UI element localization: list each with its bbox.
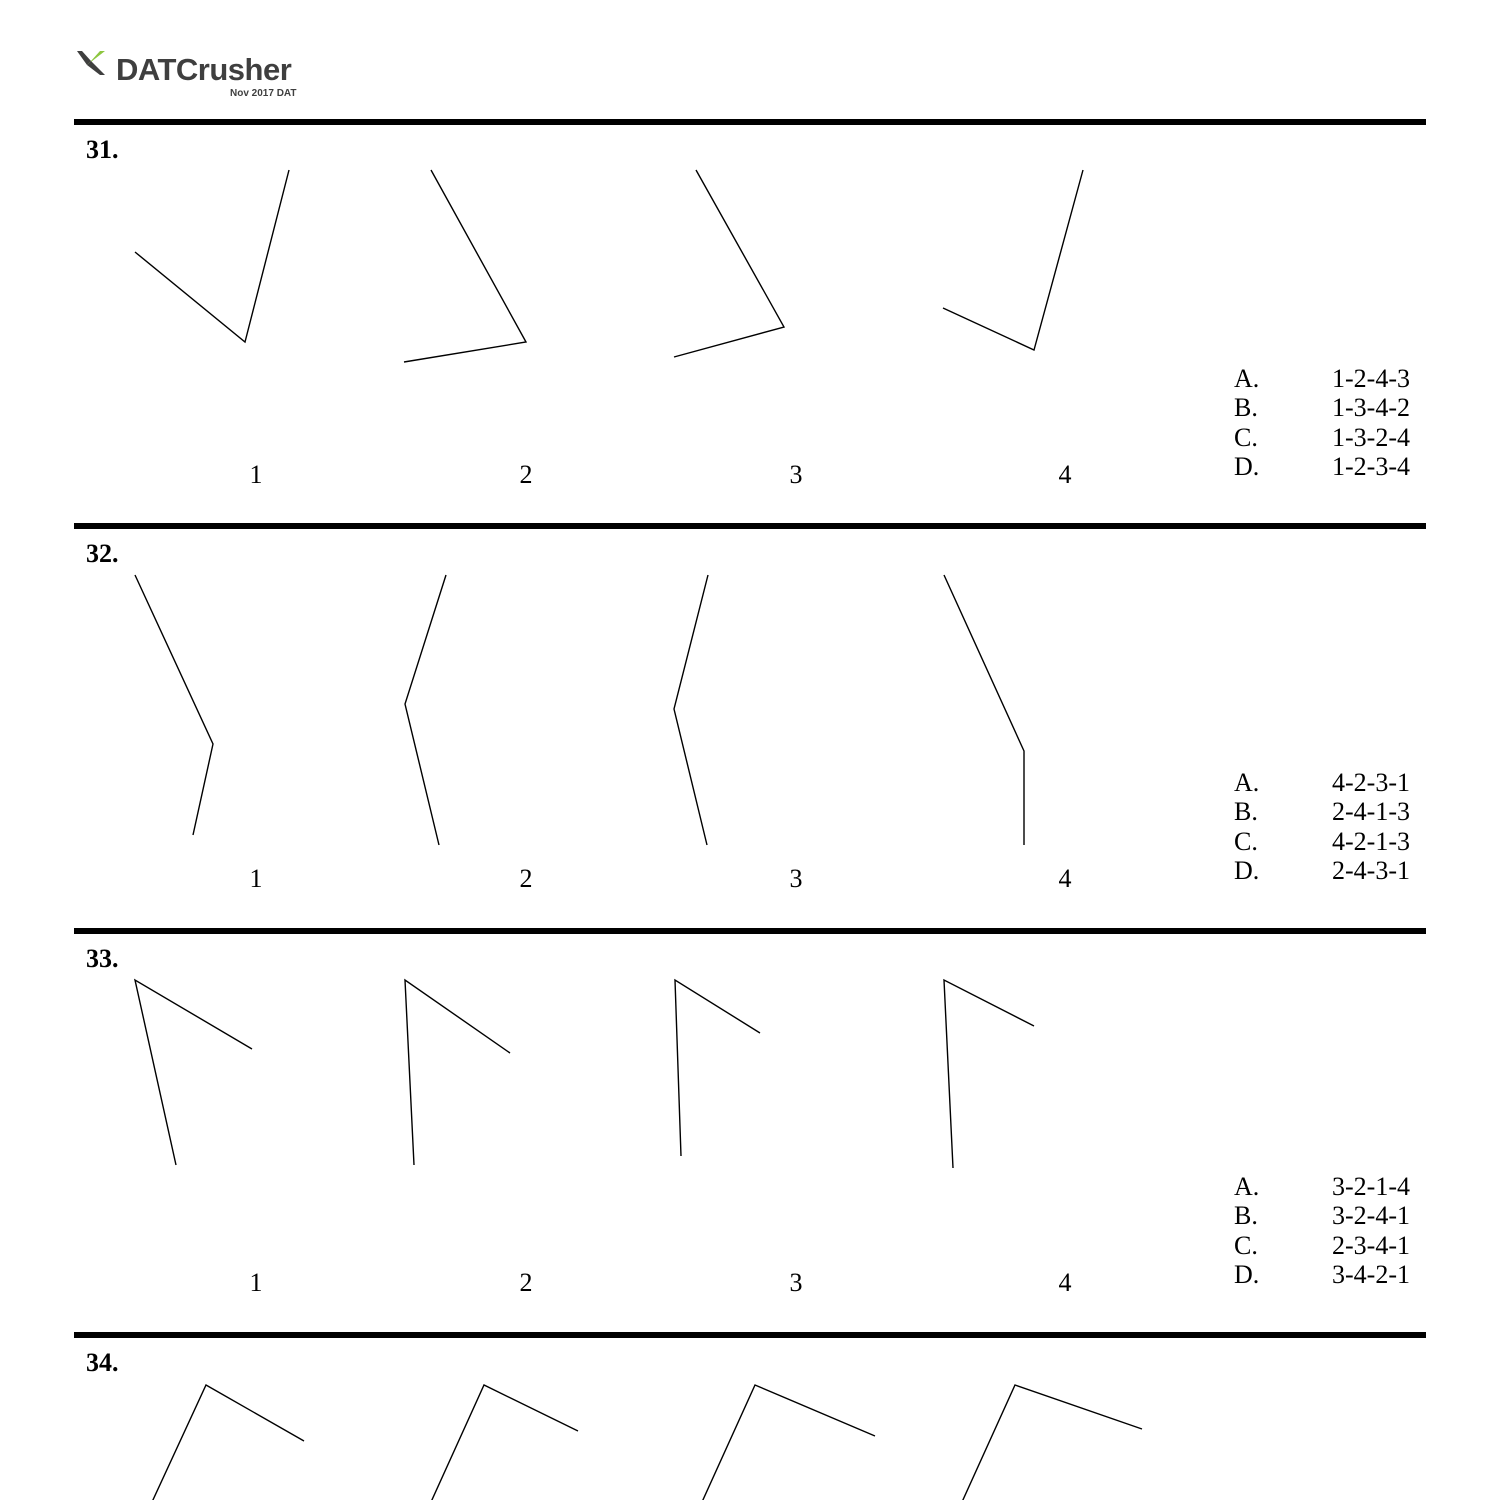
question-number: 31. [86, 135, 119, 164]
angle-figure-2 [405, 575, 446, 845]
angle-figures [74, 125, 1426, 523]
question-number: 33. [86, 944, 119, 973]
brand-name: DATCrusher [116, 52, 292, 87]
angle-figures [74, 1338, 1426, 1500]
figure-label: 3 [789, 1268, 803, 1297]
figure-label: 1 [249, 864, 263, 893]
answer-choices [1234, 768, 1410, 885]
question-33 [74, 934, 1426, 1332]
figure-label: 3 [789, 460, 803, 489]
angle-figures [74, 529, 1426, 927]
figure-label: 4 [1058, 1268, 1072, 1297]
figure-label: 2 [519, 1268, 533, 1297]
figure-label: 1 [249, 460, 263, 489]
answer-choices [1234, 1172, 1410, 1289]
angle-figure-2 [431, 1385, 578, 1500]
question-number: 34. [86, 1348, 119, 1377]
question-34 [74, 1338, 1426, 1500]
choice-a[interactable]: A. 4-2-3-1 [1234, 768, 1410, 797]
choice-b[interactable]: B. 1-3-4-2 [1234, 393, 1410, 423]
angle-figure-1 [135, 170, 289, 342]
brand-subtitle: Nov 2017 DAT [230, 88, 297, 99]
angle-figure-1 [135, 980, 252, 1165]
choice-a[interactable]: A. 1-2-4-3 [1234, 364, 1410, 393]
angle-figure-3 [674, 170, 784, 357]
choice-b[interactable]: B. 2-4-1-3 [1234, 797, 1410, 827]
figure-label: 2 [519, 460, 533, 489]
question-32 [74, 529, 1426, 927]
angle-figure-3 [675, 980, 760, 1156]
choice-d[interactable]: D. 2-4-3-1 [1234, 855, 1410, 885]
choice-b[interactable]: B. 3-2-4-1 [1234, 1201, 1410, 1231]
figure-label: 3 [789, 864, 803, 893]
angle-figure-4 [944, 575, 1024, 845]
choice-c[interactable]: C. 4-2-1-3 [1234, 826, 1410, 856]
figure-label: 2 [519, 864, 533, 893]
choice-a[interactable]: A. 3-2-1-4 [1234, 1172, 1410, 1201]
choice-d[interactable]: D. 1-2-3-4 [1234, 451, 1410, 481]
choice-d[interactable]: D. 3-4-2-1 [1234, 1259, 1410, 1289]
choice-c[interactable]: C. 1-3-2-4 [1234, 422, 1410, 452]
angle-figure-3 [702, 1385, 875, 1500]
figure-label: 1 [249, 1268, 263, 1297]
question-number: 32. [86, 539, 119, 568]
angle-figure-4 [943, 170, 1083, 350]
choice-c[interactable]: C. 2-3-4-1 [1234, 1230, 1410, 1260]
angle-figure-4 [944, 980, 1034, 1168]
figure-label: 4 [1058, 460, 1072, 489]
figure-label: 4 [1058, 864, 1072, 893]
angle-figure-1 [135, 575, 213, 835]
question-31 [74, 125, 1426, 523]
angle-figure-1 [152, 1385, 304, 1500]
logo-x-icon [76, 48, 106, 78]
angle-figure-4 [962, 1385, 1142, 1500]
angle-figure-2 [404, 170, 526, 362]
answer-choices [1234, 364, 1410, 481]
angle-figure-3 [674, 575, 708, 845]
angle-figure-2 [405, 980, 510, 1165]
angle-figures [74, 934, 1426, 1332]
